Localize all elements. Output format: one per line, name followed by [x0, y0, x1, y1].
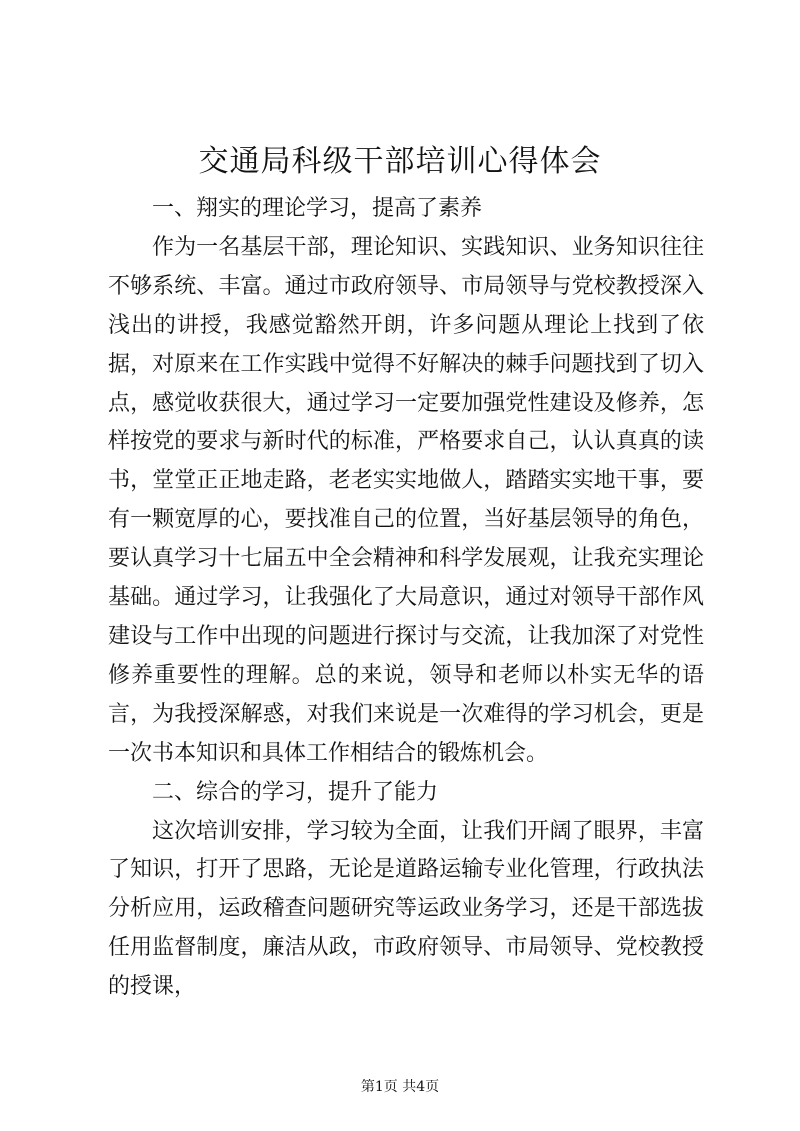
section-heading-1: 一、翔实的理论学习，提高了素养 [152, 196, 483, 221]
document-title: 交通局科级干部培训心得体会 [198, 144, 602, 179]
document-body [108, 190, 704, 1007]
section-paragraph-1: 作为一名基层干部，理论知识、实践知识、业务知识往往不够系统、丰富。通过市政府领导、市局领导与党校教授深入浅出的讲授，我感觉豁然开朗，许多问题从理论上找到了依据，对原来在工作实践中觉得不好解决的棘手问题找到了切入点，感觉收获很大，通过学习一定要加强党性建设及修养，怎样按党的要求与新时代的标准，严格要求自己，认认真真的读书，堂堂正正地走路，老老实实地做人，踏踏实实地干事，要有一颗宽厚的心，要找准自己的位置，当好基层领导的角色，要认真学习十七届五中全会精神和科学发展观，让我充实理论基础。通过学习，让我强化了大局意识，通过对领导干部作风建设与工作中出现的问题进行探讨与交流，让我加深了对党性修养重要性的理解。总的来说，领导和老师以朴实无华的语言，为我授深解惑，对我们来说是一次难得的学习机会，更是一次书本知识和具体工作相结合的锻炼机会。 [108, 234, 704, 766]
section-heading-2: 二、综合的学习，提升了能力 [152, 779, 439, 805]
section-paragraph-2: 这次培训安排，学习较为全面，让我们开阔了眼界，丰富了知识，打开了思路，无论是道路运输专业化管理，行政执法分析应用，运政稽查问题研究等运政业务学习，还是干部选拔任用监督制度，廉洁从政，市政府领导、市局领导、党校教授的授课， [108, 818, 704, 1000]
page-footer: 第1页 共4页 [360, 1079, 440, 1095]
